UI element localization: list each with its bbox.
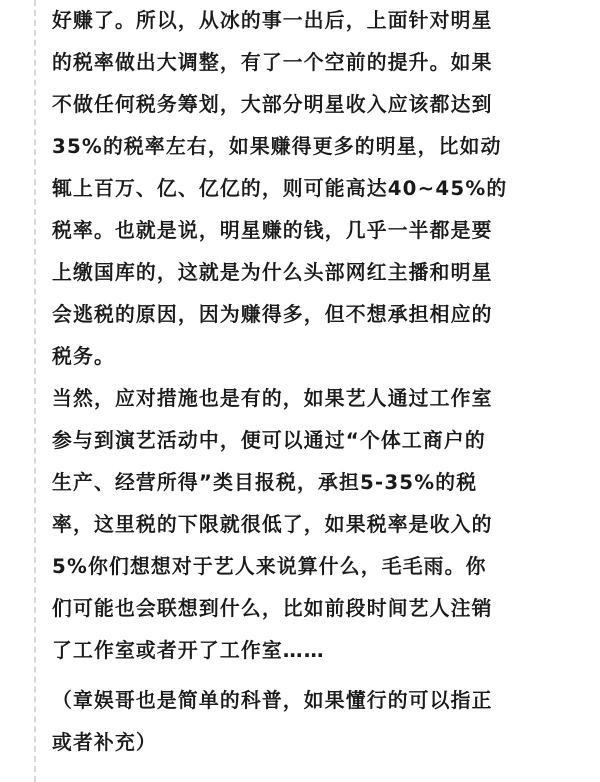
- text-line: 了工作室或者开了工作室……: [52, 639, 325, 662]
- left-dashed-border: [34, 0, 36, 782]
- paragraph-studio: [52, 378, 572, 672]
- text-line: 税率。也就是说，明星赚的钱，几乎一半都是要: [52, 219, 493, 242]
- text-line: 5%你们想想对于艺人来说算什么，毛毛雨。你: [52, 555, 487, 578]
- text-line: 上缴国库的，这就是为什么头部网红主播和明星: [52, 261, 493, 284]
- text-line: 辄上百万、亿、亿亿的，则可能高达40~45%的: [52, 177, 508, 200]
- text-line: 率，这里税的下限就很低了，如果税率是收入的: [52, 513, 493, 536]
- text-line: 好赚了。所以，从冰的事一出后，上面针对明星: [52, 9, 493, 32]
- article-body: [52, 0, 572, 764]
- text-line: 当然，应对措施也是有的，如果艺人通过工作室: [52, 387, 493, 410]
- text-line: 参与到演艺活动中，便可以通过“个体工商户的: [52, 429, 486, 452]
- text-line: 会逃税的原因，因为赚得多，但不想承担相应的: [52, 303, 493, 326]
- text-line: 或者补充）: [52, 731, 157, 754]
- paragraph-note: [52, 680, 572, 764]
- text-line: 的税率做出大调整，有了一个空前的提升。如果: [52, 51, 493, 74]
- text-line: 生产、经营所得”类目报税，承担5-35%的税: [52, 471, 478, 494]
- text-line: （章娱哥也是简单的科普，如果懂行的可以指正: [52, 689, 493, 712]
- paragraph-tax-rate: [52, 0, 572, 378]
- text-line: 们可能也会联想到什么，比如前段时间艺人注销: [52, 597, 493, 620]
- text-line: 税务。: [52, 345, 115, 368]
- text-line: 不做任何税务筹划，大部分明星收入应该都达到: [52, 93, 493, 116]
- text-line: 35%的税率左右，如果赚得更多的明星，比如动: [52, 135, 502, 158]
